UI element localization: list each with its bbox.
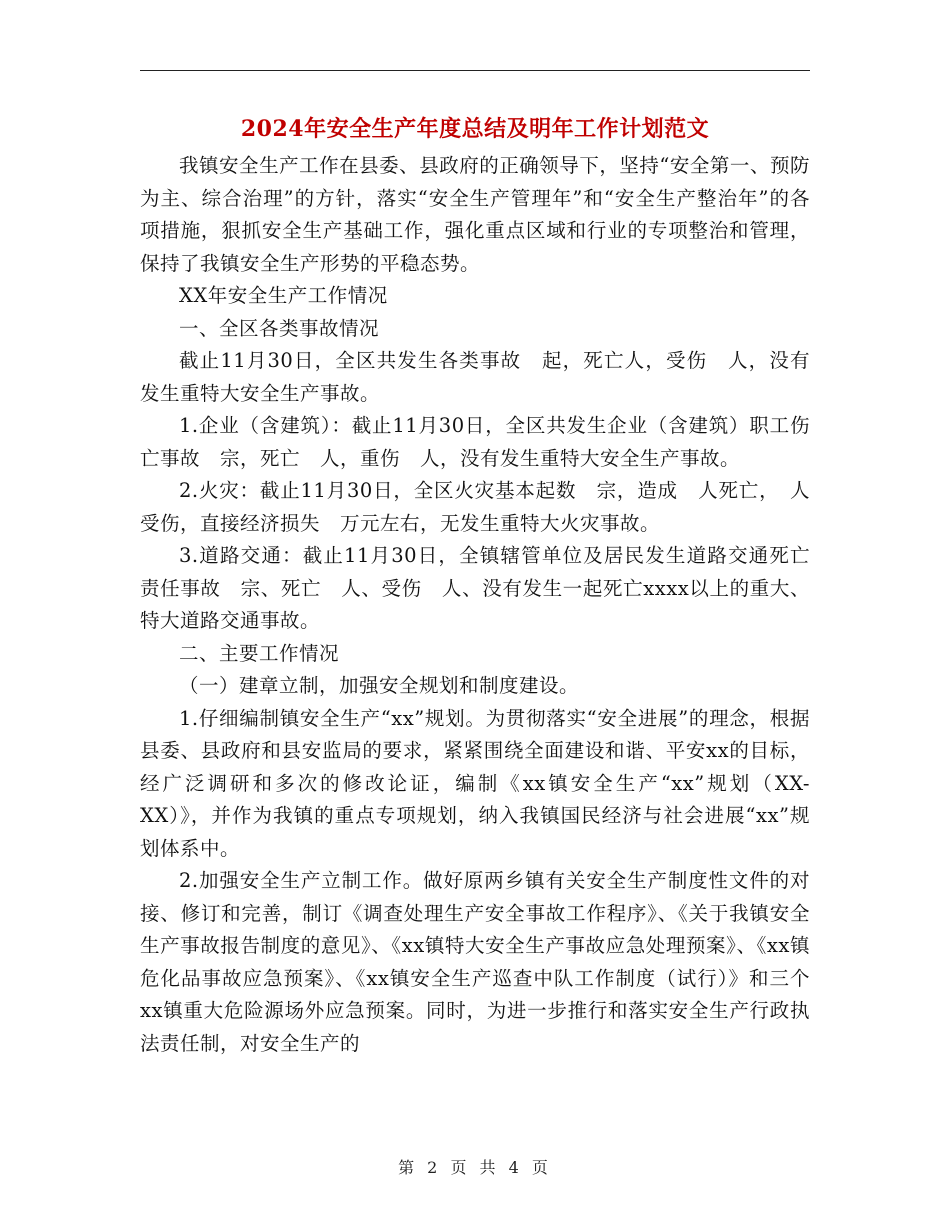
heading-section-two: 二、主要工作情况 xyxy=(179,641,340,665)
paragraph-fire-accidents: 2.火灾：截止11月30日，全区火灾基本起数 宗，造成 人死亡， 人受伤，直接经济损失 万元左右，无发生重特大火灾事故。 xyxy=(140,479,810,535)
header-rule xyxy=(140,70,810,71)
paragraph-enterprise-accidents: 1.企业（含建筑）：截止11月30日，全区共发生企业（含建筑）职工伤亡事故 宗，死亡 人，重伤 人，没有发生重特大安全生产事故。 xyxy=(140,414,810,470)
paragraph-road-traffic: 3.道路交通：截止11月30日，全镇辖管单位及居民发生道路交通死亡责任事故 宗、死亡 人、受伤 人、没有发生一起死亡xxxx以上的重大、特大道路交通事故。 xyxy=(140,544,810,632)
paragraph-intro: 我镇安全生产工作在县委、县政府的正确领导下，坚持“安全第一、预防为主、综合治理”的方针，落实“安全生产管理年”和“安全生产整治年”的各项措施，狠抓安全生产基础工作，强化重点区域和行业的专项整治和管理，保持了我镇安全生产形势的平稳态势。 xyxy=(140,154,810,275)
heading-subsection-one: （一）建章立制，加强安全规划和制度建设。 xyxy=(179,674,580,697)
document-body xyxy=(140,150,810,1060)
heading-section-one: 一、全区各类事故情况 xyxy=(179,316,380,340)
heading-xx-year-safety-status: XX年安全生产工作情况 xyxy=(179,284,388,307)
paragraph-accident-summary: 截止11月30日，全区共发生各类事故 起，死亡人，受伤 人，没有发生重特大安全生产事故。 xyxy=(140,349,810,405)
paragraph-regulations: 2.加强安全生产立制工作。做好原两乡镇有关安全生产制度性文件的对接、修订和完善，制订《调查处理生产安全事故工作程序》、《关于我镇安全生产事故报告制度的意见》、《xx镇特大安全生产事故应急处理预案》、《xx镇危化品事故应急预案》、《xx镇安全生产巡查中队工作制度（试行）》和三个xx镇重大危险源场外应急预案。同时，为进一步推行和落实安全生产行政执法责任制，对安全生产的 xyxy=(140,869,810,1055)
document-title: 2024年安全生产年度总结及明年工作计划范文 xyxy=(240,116,710,142)
page-footer: 第 2 页 共 4 页 xyxy=(398,1158,552,1177)
paragraph-planning: 1.仔细编制镇安全生产“xx”规划。为贯彻落实“安全进展”的理念，根据县委、县政府和县安监局的要求，紧紧围绕全面建设和谐、平安xx的目标，经广泛调研和多次的修改论证，编制《xx镇安全生产“xx”规划（XX-XX）》，并作为我镇的重点专项规划，纳入我镇国民经济与社会进展“xx”规划体系中。 xyxy=(140,706,810,860)
